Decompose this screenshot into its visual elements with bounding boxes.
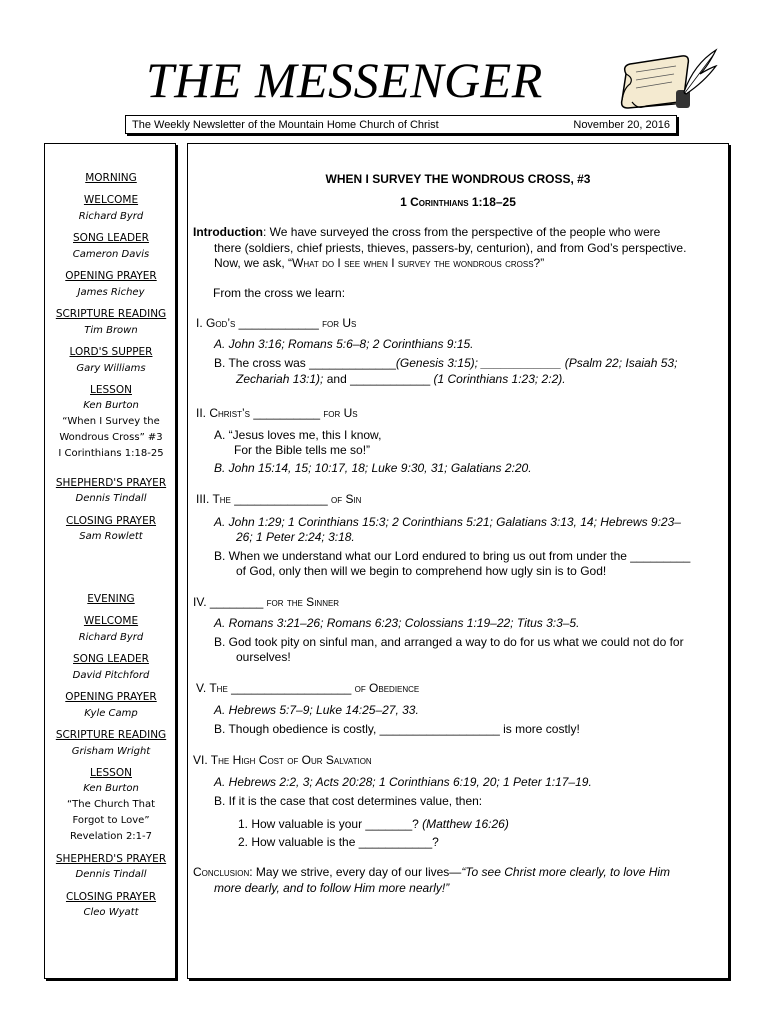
newsletter-subtitle: The Weekly Newsletter of the Mountain Home Church of Christ (132, 119, 439, 131)
evening-lesson-title-2: Forgot to Love” (72, 815, 150, 826)
morning-lords-supper-name: Gary Williams (76, 363, 146, 374)
evening-shepherds-prayer-name: Dennis Tindall (75, 869, 147, 880)
evening-closing-prayer-role: CLOSING PRAYER (65, 891, 157, 903)
morning-shepherds-prayer-name: Dennis Tindall (75, 493, 147, 504)
conclusion-line-2: more dearly, and to follow Him more nearly!” (214, 881, 450, 895)
morning-scripture-reading-role: SCRIPTURE READING (55, 308, 167, 320)
introduction-label: Introduction (193, 225, 263, 239)
introduction-line-2: there (soldiers, chief priests, thieves, passers-by, centurion), and from God’s perspective. (214, 241, 687, 255)
evening-lesson-title-1: “The Church That (66, 799, 156, 810)
point-4-heading: IV. ________ for the Sinner (193, 595, 340, 609)
evening-lesson-reference: Revelation 2:1-7 (69, 831, 153, 842)
evening-opening-prayer-role: OPENING PRAYER (65, 691, 157, 703)
morning-welcome-role: WELCOME (83, 194, 139, 206)
point-3-a-line-1: A. John 1:29; 1 Corinthians 15:3; 2 Corinthians 5:21; Galatians 3:13, 14; Hebrews 9:23– (214, 515, 681, 529)
morning-welcome-name: Richard Byrd (78, 211, 144, 222)
morning-lesson-title-2: Wondrous Cross” #3 (59, 432, 163, 443)
morning-opening-prayer-role: OPENING PRAYER (65, 270, 157, 282)
evening-lesson-name: Ken Burton (83, 783, 139, 794)
conclusion-line-1: Conclusion: May we strive, every day of our lives—“To see Christ more clearly, to love Him (193, 865, 671, 879)
lesson-title: WHEN I SURVEY THE WONDROUS CROSS, #3 (325, 172, 591, 186)
lesson-scripture-reference: 1 Corinthians 1:18–25 (400, 195, 516, 209)
point-4-b-line-1: B. God took pity on sinful man, and arranged a way to do for us what we could not do for (214, 635, 684, 649)
morning-scripture-reading-name: Tim Brown (84, 325, 138, 336)
evening-lesson-role: LESSON (90, 767, 132, 779)
introduction-line-3: Now, we ask, “What do I see when I survey the wondrous cross?” (214, 256, 545, 270)
issue-date: November 20, 2016 (573, 119, 670, 131)
lesson-outline-panel (187, 143, 729, 979)
point-3-b-line-2: of God, only then will we begin to comprehend how ugly sin is to God! (236, 564, 607, 578)
morning-song-leader-role: SONG LEADER (73, 232, 149, 244)
introduction-line-1: Introduction: We have surveyed the cross from the perspective of the people who were (193, 225, 661, 239)
point-5-heading: V. The __________________ of Obedience (196, 681, 420, 695)
evening-closing-prayer-name: Cleo Wyatt (83, 907, 139, 918)
evening-welcome-name: Richard Byrd (78, 632, 144, 643)
point-1-a: A. John 3:16; Romans 5:6–8; 2 Corinthians 9:15. (214, 337, 474, 351)
morning-heading: MORNING (85, 172, 137, 184)
from-the-cross-line: From the cross we learn: (213, 286, 346, 300)
evening-scripture-reading-role: SCRIPTURE READING (55, 729, 167, 741)
evening-heading: EVENING (87, 593, 135, 605)
morning-lesson-role: LESSON (90, 384, 132, 396)
morning-closing-prayer-role: CLOSING PRAYER (65, 515, 157, 527)
point-6-heading: VI. The High Cost of Our Salvation (193, 753, 372, 767)
point-3-b-line-1: B. When we understand what our Lord endured to bring us out from under the _________ (214, 549, 691, 563)
point-5-a: A. Hebrews 5:7–9; Luke 14:25–27, 33. (214, 703, 419, 717)
evening-welcome-role: WELCOME (83, 615, 139, 627)
morning-song-leader-name: Cameron Davis (72, 249, 150, 260)
service-schedule-sidebar (44, 143, 176, 979)
evening-shepherds-prayer-role: SHEPHERD'S PRAYER (55, 853, 167, 865)
evening-scripture-reading-name: Grisham Wright (71, 746, 151, 757)
point-6-b: B. If it is the case that cost determines value, then: (214, 794, 483, 808)
point-1-b-line-1: B. The cross was _____________(Genesis 3:15); ____________ (Psalm 22; Isaiah 53; (214, 356, 678, 370)
morning-lesson-title-1: “When I Survey the (62, 416, 160, 427)
point-5-b: B. Though obedience is costly, __________________ is more costly! (214, 722, 580, 736)
morning-shepherds-prayer-role: SHEPHERD'S PRAYER (55, 477, 167, 489)
morning-lesson-reference: I Corinthians 1:18-25 (58, 448, 164, 459)
evening-opening-prayer-name: Kyle Camp (84, 708, 138, 719)
morning-lords-supper-role: LORD'S SUPPER (69, 346, 153, 358)
point-2-a-line-1: A. “Jesus loves me, this I know, (214, 428, 382, 442)
morning-lesson-name: Ken Burton (83, 400, 139, 411)
point-2-a-line-2: For the Bible tells me so!” (234, 443, 371, 457)
scroll-and-quill-icon (612, 44, 724, 120)
point-4-a: A. Romans 3:21–26; Romans 6:23; Colossians 1:19–22; Titus 3:3–5. (214, 616, 580, 630)
morning-closing-prayer-name: Sam Rowlett (79, 531, 143, 542)
point-2-heading: II. Christ’s __________ for Us (196, 406, 358, 420)
point-6-question-2: 2. How valuable is the ___________? (238, 835, 439, 849)
point-6-a: A. Hebrews 2:2, 3; Acts 20:28; 1 Corinthians 6:19, 20; 1 Peter 1:17–19. (214, 775, 592, 789)
newsletter-title: THE MESSENGER (146, 52, 543, 108)
morning-opening-prayer-name: James Richey (77, 287, 145, 298)
evening-song-leader-name: David Pitchford (72, 670, 150, 681)
point-1-heading: I. God’s ____________ for Us (196, 316, 357, 330)
point-3-a-line-2: 26; 1 Peter 2:24; 3:18. (236, 530, 355, 544)
point-3-heading: III. The ______________ of Sin (196, 492, 362, 506)
conclusion-label: Conclusion (193, 865, 250, 879)
point-2-b: B. John 15:14, 15; 10:17, 18; Luke 9:30, 31; Galatians 2:20. (214, 461, 532, 475)
evening-song-leader-role: SONG LEADER (73, 653, 149, 665)
point-4-b-line-2: ourselves! (236, 650, 291, 664)
point-6-question-1: 1. How valuable is your _______? (Matthew 16:26) (238, 817, 509, 831)
masthead-subtitle-bar (125, 115, 677, 134)
point-1-b-line-2: Zechariah 13:1); and ____________ (1 Corinthians 1:23; 2:2). (236, 372, 566, 386)
